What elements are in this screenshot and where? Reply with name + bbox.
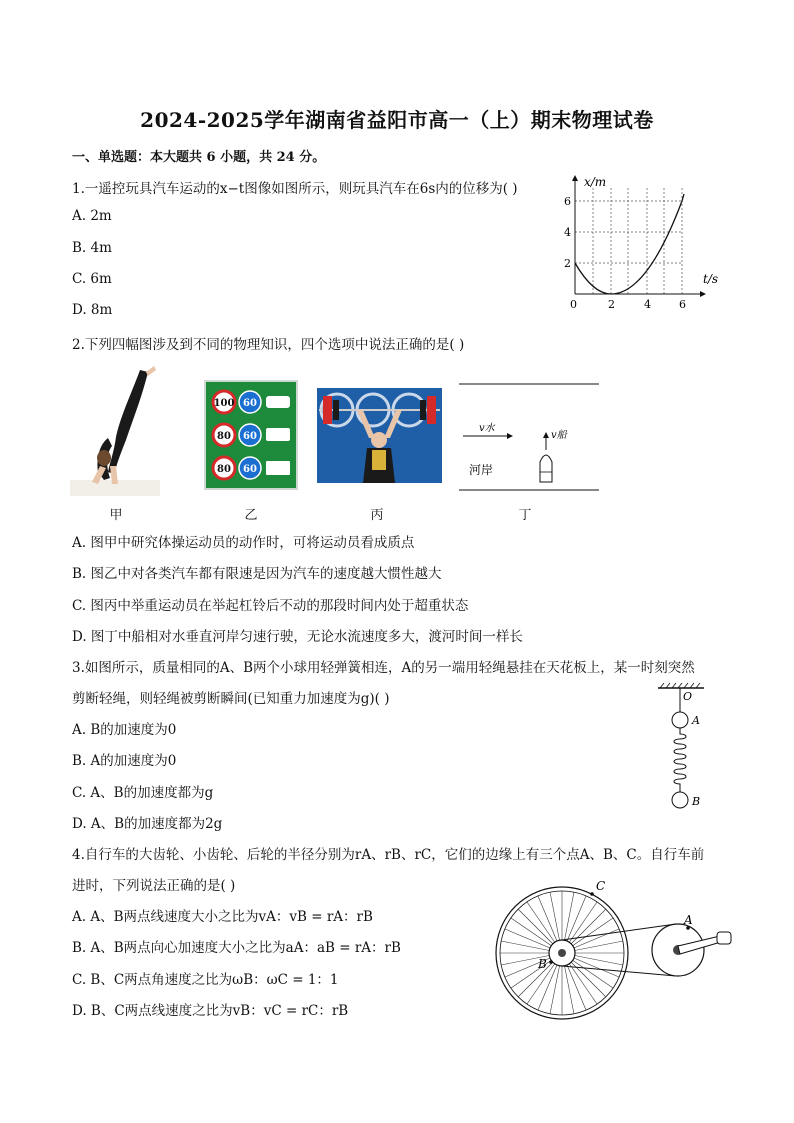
bicycle-gear-diagram [492,878,737,1023]
sign-row-truck [213,457,290,479]
y-tick-6: 6 [564,195,571,208]
caption-bing: 丙 [370,508,384,523]
gymnast-image [70,362,160,496]
car-icon [266,396,290,408]
water-velocity-label: v水 [479,423,495,434]
q2-option-c[interactable]: C. 图丙中举重运动员在举起杠铃后不动的那段时间内处于超重状态 [72,598,469,614]
spring-ball-diagram [652,682,722,812]
point-o-label: O [683,690,693,703]
q2-option-b[interactable]: B. 图乙中对各类汽车都有限速是因为汽车的速度越大惯性越大 [72,566,442,582]
q2-option-d[interactable]: D. 图丁中船相对水垂直河岸匀速行驶，无论水流速度多大，渡河时间一样长 [72,629,523,645]
q2-option-a[interactable]: A. 图甲中研究体操运动员的动作时，可将运动员看成质点 [72,535,415,551]
caption-ding: 丁 [518,508,532,523]
point-a-label: A [684,913,693,927]
x-tick-6: 6 [679,298,686,310]
q4-option-c[interactable]: C. B、C两点角速度之比为ωB：ωC = 1：1 [72,972,339,988]
weightlifter-image [317,388,442,483]
boat-velocity-label: v船 [551,430,567,441]
section-heading: 一、单选题：本大题共 6 小题，共 24 分。 [72,150,326,165]
bus-icon [266,428,290,441]
q3-option-a[interactable]: A. B的加速度为0 [72,722,177,738]
q4-option-d[interactable]: D. B、C两点线速度之比为vB：vC = rC：rB [72,1003,349,1019]
point-c [590,892,594,896]
pedal [717,932,731,944]
sign-min-60-a: 60 [243,398,257,409]
x-t-curve [575,194,684,294]
y-tick-2: 2 [564,257,571,270]
graph-grid [575,188,682,294]
q1-option-c[interactable]: C. 6m [72,271,112,287]
q3-option-c[interactable]: C. A、B的加速度都为g [72,785,214,801]
x-t-graph [560,170,730,310]
ball-a-label: A [692,714,700,727]
sign-row-bus [213,424,290,446]
page-title: 2024-2025学年湖南省益阳市高一（上）期末物理试卷 [140,108,654,132]
ball-b [672,792,688,808]
river-bank-label: 河岸 [469,463,494,477]
sign-row-car [213,391,290,413]
ball-b-label: B [692,795,701,808]
q4-option-a[interactable]: A. A、B两点线速度大小之比为vA：vB = rA：rB [72,909,373,925]
q3-option-d[interactable]: D. A、B的加速度都为2g [72,816,223,832]
question-4-stem-line1: 4.自行车的大齿轮、小齿轮、后轮的半径分别为rA、rB、rC，它们的边缘上有三个点A、B、C。自行车前 [72,847,705,863]
x-tick-4: 4 [644,298,651,310]
origin-label: 0 [570,298,577,310]
q1-option-d[interactable]: D. 8m [72,302,113,318]
point-b [549,960,553,964]
caption-yi: 乙 [244,508,258,523]
y-tick-4: 4 [564,226,571,239]
sign-speed-80-b: 80 [217,464,231,475]
q3-option-b[interactable]: B. A的加速度为0 [72,753,177,769]
speed-limit-sign [204,380,298,490]
ball-a [672,712,688,728]
point-c-label: C [596,879,606,893]
boat-icon [540,455,552,482]
x-axis-label: t/s [703,272,719,286]
caption-jia: 甲 [109,508,123,523]
river-crossing-diagram [455,380,605,495]
question-4-stem-line2: 进时，下列说法正确的是( ) [72,878,236,894]
question-3-stem-line1: 3.如图所示，质量相同的A、B两个小球用轻弹簧相连，A的另一端用轻绳悬挂在天花板上，某一时刻突然 [72,660,695,676]
sign-min-60-c: 60 [243,464,257,475]
point-b-label: B [538,957,547,971]
q1-option-a[interactable]: A. 2m [72,208,112,224]
x-tick-2: 2 [608,298,615,310]
sign-min-60-b: 60 [243,431,257,442]
sign-speed-100: 100 [213,398,235,409]
sign-speed-80-a: 80 [217,431,231,442]
q4-option-b[interactable]: B. A、B两点向心加速度大小之比为aA：aB = rA：rB [72,940,401,956]
question-1-stem: 1.一遥控玩具汽车运动的x−t图像如图所示，则玩具汽车在6s内的位移为( ) [72,181,518,197]
truck-icon [266,461,290,475]
question-2-stem: 2.下列四幅图涉及到不同的物理知识，四个选项中说法正确的是( ) [72,337,465,353]
y-axis-label: x/m [584,175,607,189]
q1-option-b[interactable]: B. 4m [72,240,112,256]
spring [674,728,686,792]
question-3-stem-line2: 剪断轻绳，则轻绳被剪断瞬间(已知重力加速度为g)( ) [72,691,390,707]
